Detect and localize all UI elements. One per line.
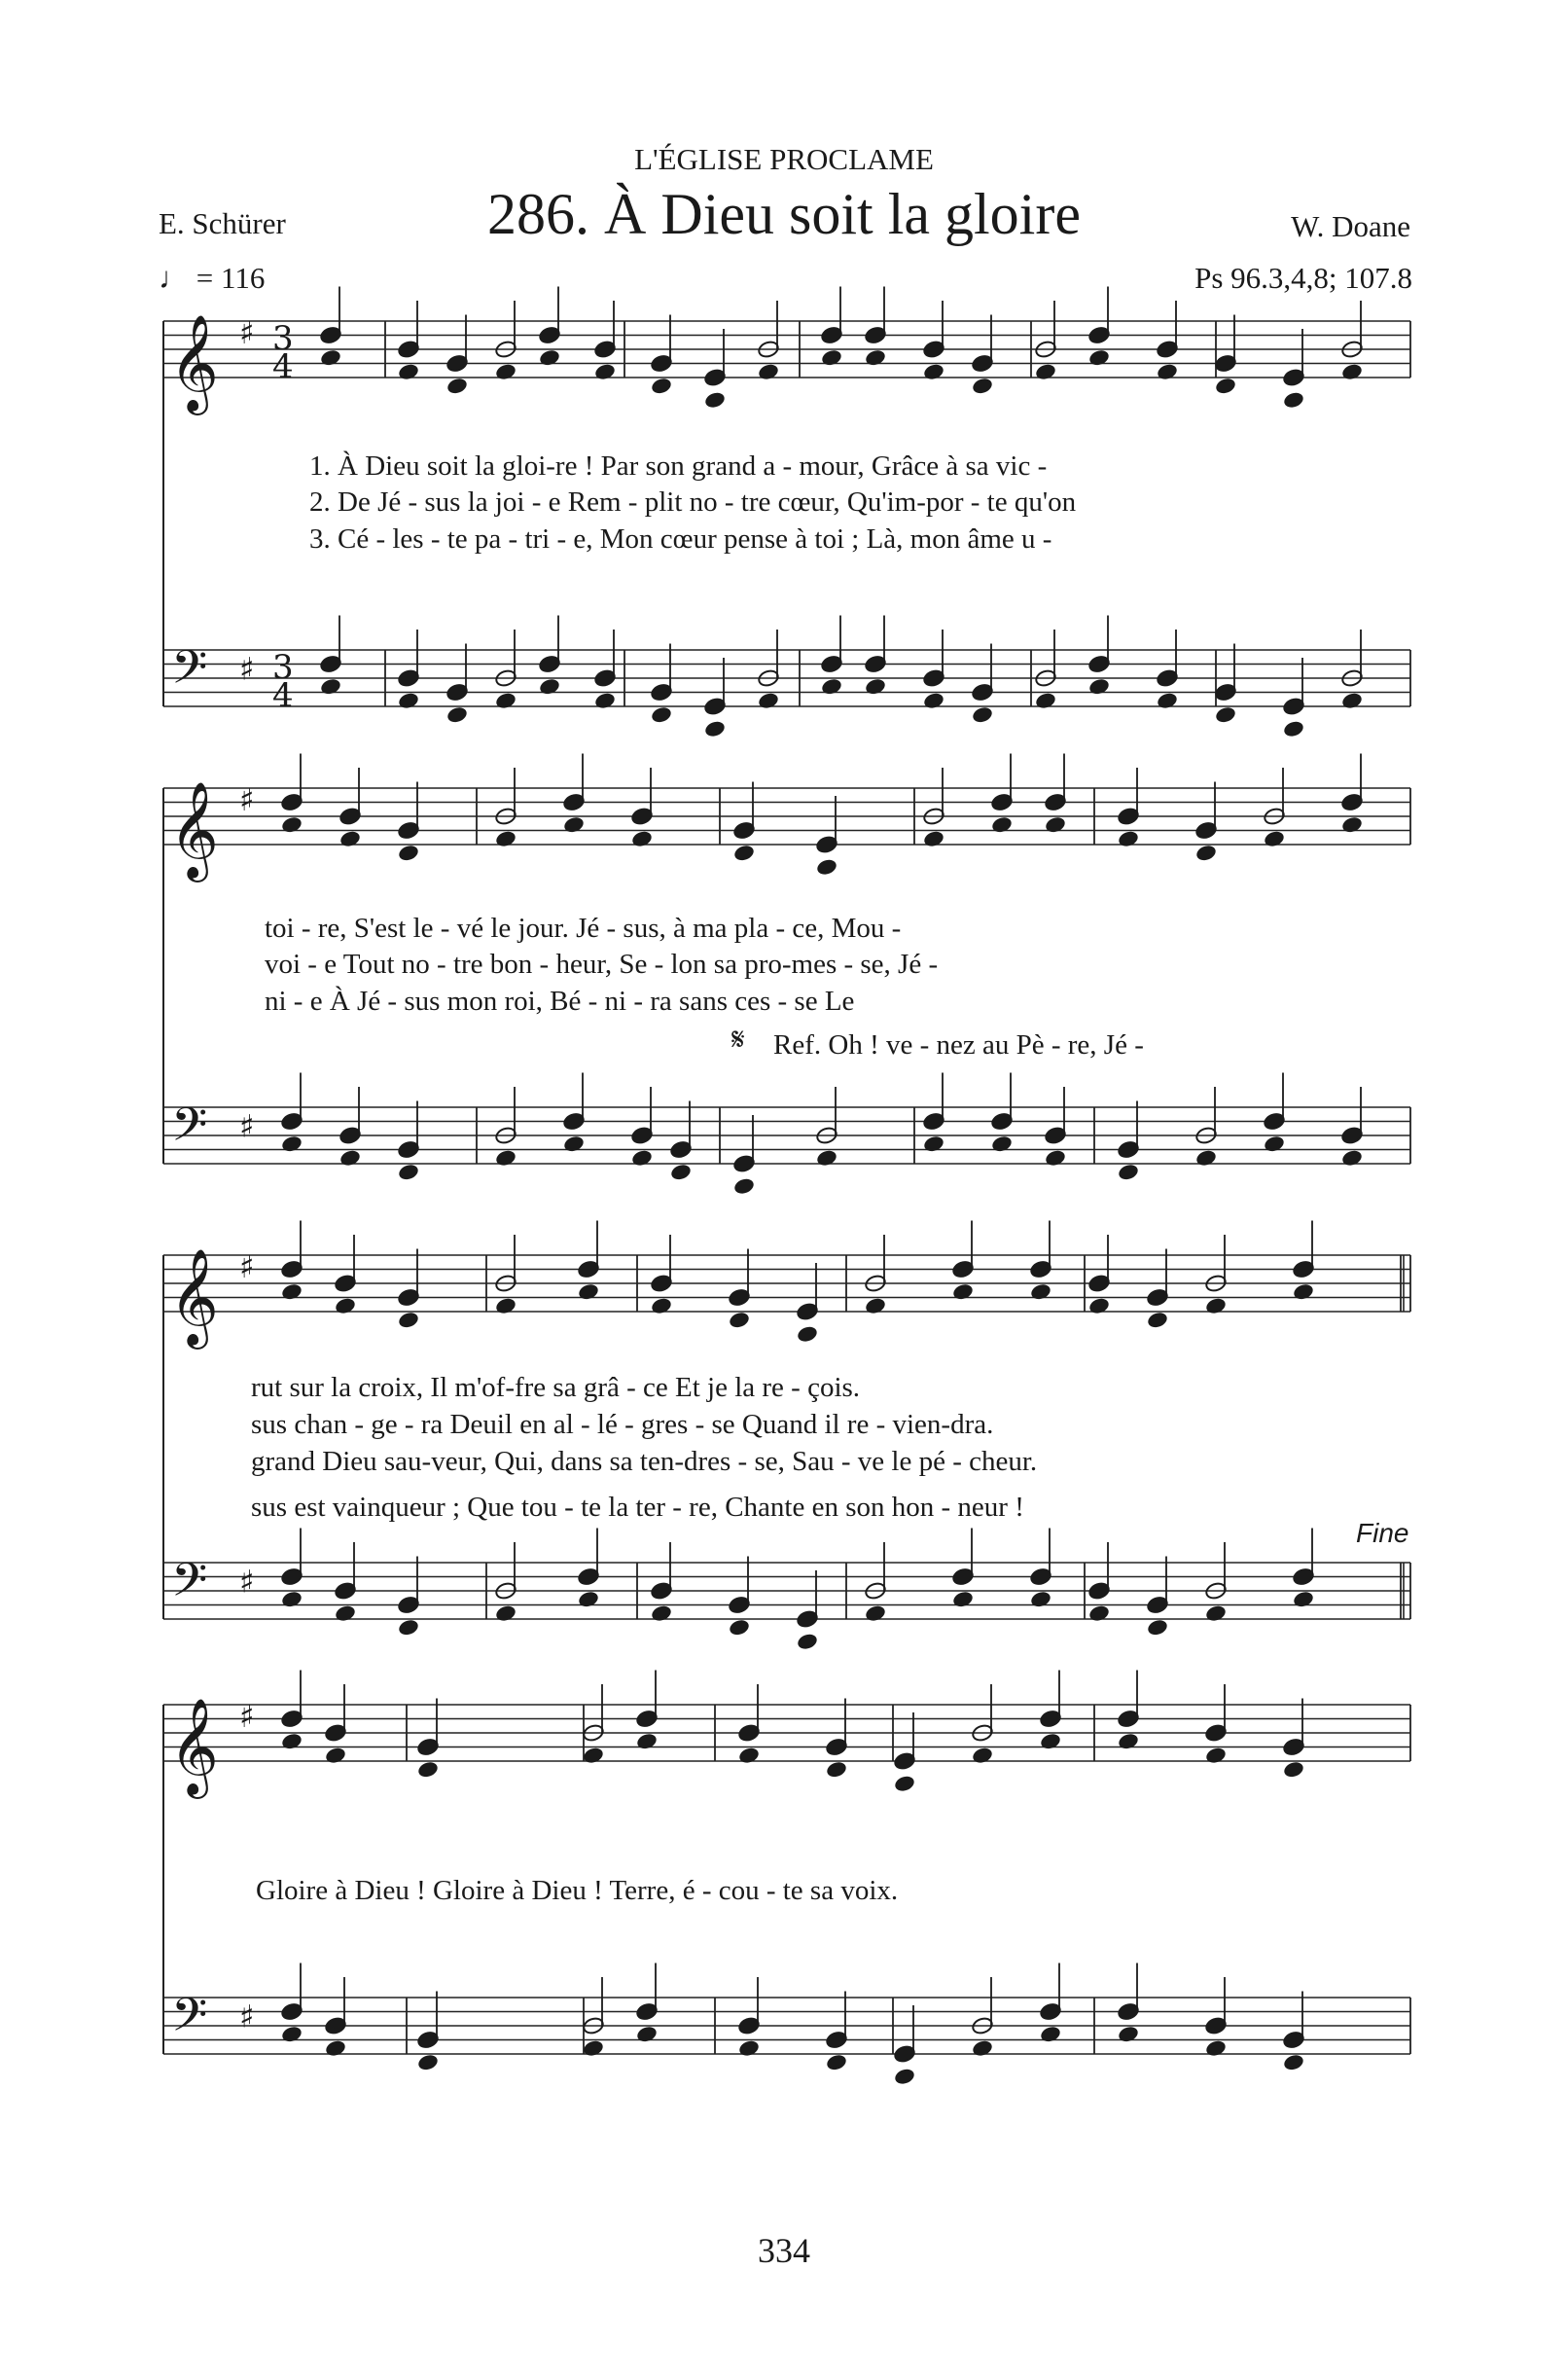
system1-treble-notehead xyxy=(1214,377,1237,396)
system2-treble-notehead xyxy=(1194,844,1218,863)
system1-treble-notehead xyxy=(922,362,945,381)
system4-bass-notehead xyxy=(971,2038,994,2058)
system4-treble-notehead xyxy=(1204,1746,1228,1765)
system1-bass-notehead xyxy=(1034,691,1057,710)
system1-treble-key-sharp-icon: ♯ xyxy=(239,314,255,352)
system3-treble-notehead xyxy=(397,1311,420,1330)
system4-bass-notehead xyxy=(893,2067,916,2086)
system2-treble-notehead xyxy=(1044,815,1067,835)
system4-bass-notehead xyxy=(1117,2025,1140,2044)
system3-bass-notehead xyxy=(951,1590,975,1609)
system1-treble-notehead xyxy=(757,362,780,381)
system2-treble-notehead xyxy=(630,829,654,848)
system3-treble-key-sharp-icon: ♯ xyxy=(239,1248,255,1286)
hymn-title: 286. À Dieu soit la gloire xyxy=(487,182,1081,246)
system4-treble-notehead xyxy=(280,1732,303,1751)
system3-bass-notehead xyxy=(1146,1618,1169,1638)
system3-bass-notehead xyxy=(650,1603,673,1623)
system2-treble-notehead xyxy=(1340,815,1364,835)
system1-treble-notehead xyxy=(703,390,727,410)
system1-treble-notehead xyxy=(1034,362,1057,381)
system3-treble-notehead xyxy=(864,1296,887,1315)
system2-bass-notehead xyxy=(990,1134,1014,1154)
system4-bass-notehead xyxy=(825,2053,848,2072)
system1-bass-notehead xyxy=(757,691,780,710)
system2-treble-notehead xyxy=(732,844,756,863)
system1-treble-notehead xyxy=(1282,390,1305,410)
system2-bass-notehead xyxy=(1340,1148,1364,1168)
system1-treble-notehead xyxy=(397,362,420,381)
system2-treble-notehead xyxy=(990,815,1014,835)
system2-bass-clef-icon: 𝄢 xyxy=(171,1097,208,1164)
system3-bass-key-sharp-icon: ♯ xyxy=(239,1563,255,1601)
system4-treble-notehead xyxy=(737,1746,761,1765)
system4-bass-key-sharp-icon: ♯ xyxy=(239,1998,255,2035)
lyric-s4: Gloire à Dieu ! Gloire à Dieu ! Terre, é - cou - te sa voix. xyxy=(256,1875,899,1906)
tempo-marking: ♩ = 116 xyxy=(159,261,266,295)
system3-treble-notehead xyxy=(728,1311,751,1330)
lyric-s2-verse2: voi - e Tout no - tre bon - heur, Se - lon sa pro-mes - se, Jé - xyxy=(265,949,939,980)
system4-bass-notehead xyxy=(737,2038,761,2058)
system1-treble-notehead xyxy=(445,377,469,396)
system3-treble-notehead xyxy=(951,1282,975,1302)
system2-treble-notehead xyxy=(494,829,517,848)
system4-bass-notehead xyxy=(1039,2025,1062,2044)
section-heading: L'ÉGLISE PROCLAME xyxy=(634,142,934,176)
system1-treble-notehead xyxy=(864,348,887,368)
system4-treble-notehead xyxy=(1117,1732,1140,1751)
system3-bass-notehead xyxy=(1292,1590,1315,1609)
system2-bass-notehead xyxy=(922,1134,945,1154)
lyric-s3-refrain: sus est vainqueur ; Que tou - te la ter - re, Chante en son hon - neur ! xyxy=(251,1492,1024,1523)
system2-treble-notehead xyxy=(339,829,362,848)
system4-bass-notehead xyxy=(1282,2053,1305,2072)
system3-bass-notehead xyxy=(728,1618,751,1638)
system3-bass-notehead xyxy=(796,1632,819,1651)
system4-treble-notehead xyxy=(893,1774,916,1793)
system3-bass-notehead xyxy=(1029,1590,1052,1609)
system3-treble-notehead xyxy=(650,1296,673,1315)
lyric-s2-refrain: Ref. Oh ! ve - nez au Pè - re, Jé - xyxy=(773,1029,1144,1061)
system3-treble-notehead xyxy=(1029,1282,1052,1302)
system4-treble-key-sharp-icon: ♯ xyxy=(239,1698,255,1736)
system1-bass-notehead xyxy=(494,691,517,710)
system1-bass-notehead xyxy=(864,677,887,697)
lyric-s2-verse3: ni - e À Jé - sus mon roi, Bé - ni - ra sans ces - se Le xyxy=(265,986,855,1017)
system1-treble-notehead xyxy=(593,362,617,381)
system1-bass-timesig-bottom: 4 xyxy=(272,676,294,715)
system3-treble-notehead xyxy=(494,1296,517,1315)
system3-bass-clef-icon: 𝄢 xyxy=(171,1552,208,1619)
lyric-s3-verse2: sus chan - ge - ra Deuil en al - lé - gres - se Quand il re - vien-dra. xyxy=(251,1409,994,1440)
system3-bass-notehead xyxy=(334,1603,357,1623)
system1-treble-notehead xyxy=(1340,362,1364,381)
system4-treble-notehead xyxy=(582,1746,605,1765)
system2-bass-key-sharp-icon: ♯ xyxy=(239,1107,255,1145)
system3-bass-notehead xyxy=(494,1603,517,1623)
system3-bass-notehead xyxy=(397,1618,420,1638)
system3-bass-notehead xyxy=(864,1603,887,1623)
system2-treble-notehead xyxy=(1117,829,1140,848)
system1-bass-notehead xyxy=(538,677,561,697)
system1-treble-notehead xyxy=(971,377,994,396)
system3-treble-clef-icon: 𝄞 xyxy=(169,1248,219,1346)
system1-bass-notehead xyxy=(319,677,342,697)
system4-treble-notehead xyxy=(1282,1760,1305,1780)
psalm-reference: Ps 96.3,4,8; 107.8 xyxy=(1194,261,1412,295)
system4-bass-notehead xyxy=(635,2025,659,2044)
system1-bass-notehead xyxy=(971,705,994,725)
system2-bass-notehead xyxy=(1044,1148,1067,1168)
system3-treble-notehead xyxy=(1292,1282,1315,1302)
system2-bass-notehead xyxy=(280,1134,303,1154)
composer-credit: E. Schürer xyxy=(159,206,286,240)
system2-treble-clef-icon: 𝄞 xyxy=(169,781,219,879)
system1-treble-notehead xyxy=(538,348,561,368)
system2-treble-notehead xyxy=(815,857,838,877)
system1-bass-notehead xyxy=(593,691,617,710)
system2-bass-notehead xyxy=(562,1134,586,1154)
system1-treble-notehead xyxy=(820,348,843,368)
lyric-s1-verse3: 3. Cé - les - te pa - tri - e, Mon cœur pense à toi ; Là, mon âme u - xyxy=(309,523,1052,555)
system3-bass-notehead xyxy=(1087,1603,1111,1623)
system2-bass-notehead xyxy=(669,1163,693,1182)
system1-bass-notehead xyxy=(397,691,420,710)
system4-bass-notehead xyxy=(324,2038,347,2058)
system1-bass-notehead xyxy=(445,705,469,725)
system1-bass-notehead xyxy=(922,691,945,710)
system1-treble-notehead xyxy=(494,362,517,381)
system1-treble-notehead xyxy=(1156,362,1179,381)
lyric-s1-verse1: 1. À Dieu soit la gloi-re ! Par son grand a - mour, Grâce à sa vic - xyxy=(309,450,1048,482)
system1-bass-timesig-top: 3 xyxy=(272,648,294,687)
system3-bass-notehead xyxy=(577,1590,600,1609)
system4-treble-notehead xyxy=(1039,1732,1062,1751)
system4-treble-notehead xyxy=(971,1746,994,1765)
segno-symbol: 𝄋 xyxy=(731,1022,745,1057)
system2-treble-notehead xyxy=(280,815,303,835)
system1-treble-clef-icon: 𝄞 xyxy=(169,314,219,412)
system1-treble-notehead xyxy=(1087,348,1111,368)
system1-bass-notehead xyxy=(1340,691,1364,710)
system1-bass-clef-icon: 𝄢 xyxy=(171,639,208,706)
system1-bass-notehead xyxy=(703,719,727,738)
lyric-s2-verse1: toi - re, S'est le - vé le jour. Jé - sus, à ma pla - ce, Mou - xyxy=(265,913,902,944)
system2-bass-notehead xyxy=(815,1148,838,1168)
system2-bass-notehead xyxy=(339,1148,362,1168)
system1-bass-notehead xyxy=(1087,677,1111,697)
author-credit: W. Doane xyxy=(1291,209,1410,243)
system3-treble-notehead xyxy=(577,1282,600,1302)
system1-treble-timesig-bottom: 4 xyxy=(272,347,294,386)
system1-bass-notehead xyxy=(650,705,673,725)
system3-bass-notehead xyxy=(280,1590,303,1609)
system3-treble-notehead xyxy=(1146,1311,1169,1330)
system4-treble-notehead xyxy=(416,1760,440,1780)
system2-treble-notehead xyxy=(562,815,586,835)
system2-bass-notehead xyxy=(397,1163,420,1182)
system3-treble-notehead xyxy=(334,1296,357,1315)
system4-bass-clef-icon: 𝄢 xyxy=(171,1987,208,2054)
system4-bass-notehead xyxy=(1204,2038,1228,2058)
system2-bass-notehead xyxy=(630,1148,654,1168)
system2-bass-notehead xyxy=(732,1176,756,1196)
fine-marking: Fine xyxy=(1356,1518,1409,1548)
system4-bass-notehead xyxy=(582,2038,605,2058)
system4-treble-clef-icon: 𝄞 xyxy=(169,1698,219,1795)
system4-bass-notehead xyxy=(416,2053,440,2072)
system3-treble-notehead xyxy=(1204,1296,1228,1315)
system1-treble-notehead xyxy=(319,348,342,368)
system2-bass-notehead xyxy=(1194,1148,1218,1168)
page-number: 334 xyxy=(758,2231,810,2270)
system1-treble-notehead xyxy=(650,377,673,396)
system1-bass-notehead xyxy=(1214,705,1237,725)
system4-bass-notehead xyxy=(280,2025,303,2044)
system3-treble-notehead xyxy=(796,1324,819,1344)
lyric-s3-verse1: rut sur la croix, Il m'of-fre sa grâ - ce Et je la re - çois. xyxy=(251,1372,861,1403)
system2-treble-notehead xyxy=(1263,829,1286,848)
system3-treble-notehead xyxy=(280,1282,303,1302)
system3-treble-notehead xyxy=(1087,1296,1111,1315)
lyric-s1-verse2: 2. De Jé - sus la joi - e Rem - plit no - tre cœur, Qu'im-por - te qu'on xyxy=(309,486,1077,518)
system4-treble-notehead xyxy=(825,1760,848,1780)
system4-treble-notehead xyxy=(635,1732,659,1751)
system1-bass-key-sharp-icon: ♯ xyxy=(239,650,255,688)
system1-treble-timesig-top: 3 xyxy=(272,319,294,358)
system2-bass-notehead xyxy=(1117,1163,1140,1182)
system1-bass-notehead xyxy=(1282,719,1305,738)
system3-bass-notehead xyxy=(1204,1603,1228,1623)
system2-bass-notehead xyxy=(494,1148,517,1168)
system2-treble-notehead xyxy=(397,844,420,863)
system2-treble-key-sharp-icon: ♯ xyxy=(239,781,255,819)
system2-treble-notehead xyxy=(922,829,945,848)
lyric-s3-verse3: grand Dieu sau-veur, Qui, dans sa ten-dres - se, Sau - ve le pé - cheur. xyxy=(251,1446,1038,1477)
system1-bass-notehead xyxy=(820,677,843,697)
system4-treble-notehead xyxy=(324,1746,347,1765)
system2-bass-notehead xyxy=(1263,1134,1286,1154)
system1-bass-notehead xyxy=(1156,691,1179,710)
